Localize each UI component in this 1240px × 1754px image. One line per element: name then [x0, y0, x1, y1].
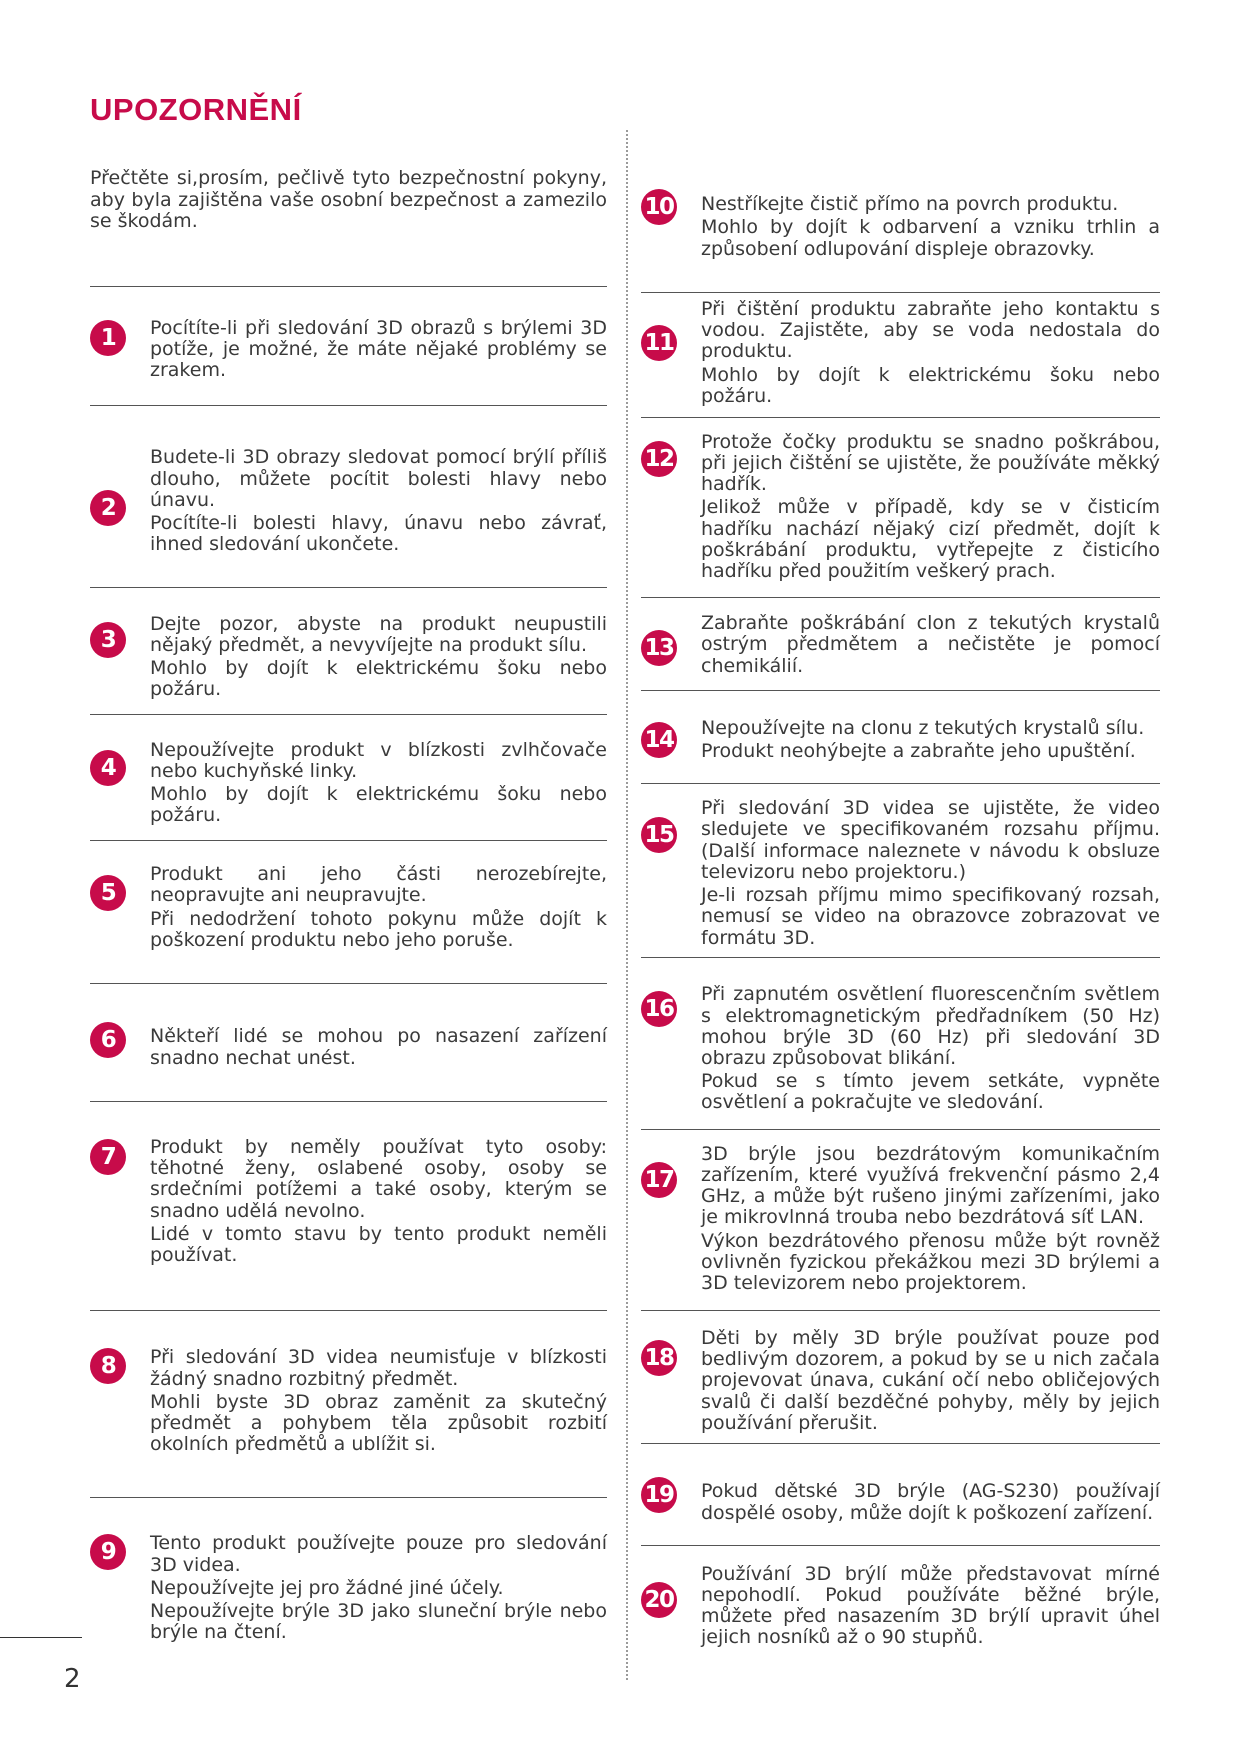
warning-item-7	[90, 1133, 607, 1270]
warning-text	[701, 192, 1160, 262]
warning-number-badge: 20	[641, 1582, 677, 1618]
warning-item-13	[641, 612, 1160, 678]
warning-number-badge: 8	[90, 1348, 126, 1384]
warning-item-2	[90, 445, 607, 558]
warning-item-1	[90, 317, 607, 382]
warning-text	[150, 738, 607, 828]
warning-paragraph: Produkt ani jeho části nerozebírejte, neopravujte ani neupravujte.	[150, 863, 607, 907]
warning-item-14	[641, 715, 1160, 765]
warning-number-badge: 18	[641, 1340, 677, 1376]
section-divider	[641, 1545, 1160, 1546]
section-divider	[641, 1443, 1160, 1444]
intro-text: Přečtěte si,prosím, pečlivě tyto bezpečnostní pokyny, aby byla zajištěna vaše osobní bezpečnost a zamezilo se škodám.	[90, 167, 607, 233]
warning-number-badge: 16	[641, 991, 677, 1027]
warning-text	[701, 431, 1160, 583]
warning-item-6	[90, 1025, 607, 1070]
warning-text	[701, 1480, 1160, 1525]
warning-paragraph: Je-li rozsah příjmu mimo specifikovaný rozsah, nemusí se video na obrazovce zobrazovat ve formátu 3D.	[701, 884, 1160, 949]
warning-paragraph: Pokud se s tímto jevem setkáte, vypněte osvětlení a pokračujte ve sledování.	[701, 1070, 1160, 1114]
warning-item-16	[641, 983, 1160, 1115]
section-divider	[90, 1101, 607, 1102]
warning-paragraph: Zabraňte poškrábání clon z tekutých krystalů ostrým předmětem a nečistěte je pomocí chemikálií.	[701, 612, 1160, 677]
warning-paragraph: Produkt neohýbejte a zabraňte jeho upuštění.	[701, 740, 1136, 762]
warning-text	[701, 612, 1160, 678]
warning-text	[701, 1560, 1160, 1652]
section-divider	[90, 587, 607, 588]
warning-paragraph: Při sledování 3D videa se ujistěte, že video sledujete ve specifikovaném rozsahu příjmu. (Další informace naleznete v návodu k obsluze televizoru nebo projektoru.)	[701, 797, 1160, 883]
warning-paragraph: Pokud dětské 3D brýle (AG-S230) používají dospělé osoby, může dojít k poškození zařízení.	[701, 1480, 1160, 1524]
warning-paragraph: Nepoužívejte jej pro žádné jiné účely.	[150, 1576, 504, 1599]
warning-text	[701, 298, 1160, 408]
warning-text	[150, 317, 607, 382]
warning-text	[150, 612, 607, 702]
section-divider	[641, 417, 1160, 418]
warning-paragraph: Lidé v tomto stavu by tento produkt neměli používat.	[150, 1222, 607, 1266]
warning-paragraph: Při zapnutém osvětlení fluorescenčním světlem s elektromagnetickým předřadníkem (50 Hz) mohou brýle 3D (60 Hz) při sledování 3D obrazu způsobovat blikání.	[701, 983, 1160, 1069]
warning-paragraph: Výkon bezdrátového přenosu může být rovněž ovlivněn fyzickou překážkou mezi 3D brýlemi a 3D televizorem nebo projektorem.	[701, 1229, 1160, 1294]
warning-paragraph: Nestříkejte čistič přímo na povrch produktu.	[701, 193, 1119, 216]
warning-text	[701, 1325, 1160, 1437]
warning-item-3	[90, 612, 607, 702]
warning-number-badge: 2	[90, 490, 126, 526]
warning-item-19	[641, 1480, 1160, 1525]
warning-number-badge: 15	[641, 817, 677, 853]
section-divider	[641, 1129, 1160, 1130]
warning-paragraph: Protože čočky produktu se snadno poškrábou, při jejich čištění se ujistěte, že používáte měkký hadřík.	[701, 430, 1160, 496]
warning-text	[150, 1133, 607, 1270]
warning-item-11	[641, 298, 1160, 408]
warning-item-5	[90, 865, 607, 950]
warning-paragraph: Pocítíte-li bolesti hlavy, únavu nebo závrať, ihned sledování ukončete.	[150, 512, 607, 556]
warning-paragraph: 3D brýle jsou bezdrátovým komunikačním zařízením, které využívá frekvenční pásmo 2,4 GHz, a může být rušeno jinými zařízeními, jako je mikrovlnná trouba nebo bezdrátová síť LAN.	[701, 1142, 1160, 1229]
section-divider	[90, 714, 607, 715]
warning-paragraph: Mohlo by dojít k elektrickému šoku nebo požáru.	[150, 657, 607, 701]
warning-paragraph: Nepoužívejte brýle 3D jako sluneční brýle nebo brýle na čtení.	[150, 1600, 607, 1644]
warning-number-badge: 7	[90, 1139, 126, 1175]
warning-paragraph: Děti by měly 3D brýle používat pouze pod bedlivým dozorem, a pokud by se u nich začala projevovat únava, cukání očí nebo obličejových svalů či další bezděčné pohyby, měly by jejich používání přerušit.	[701, 1326, 1160, 1434]
warning-number-badge: 19	[641, 1477, 677, 1513]
section-divider	[641, 957, 1160, 958]
warning-text	[150, 1343, 607, 1460]
section-divider	[90, 1310, 607, 1311]
warning-number-badge: 6	[90, 1022, 126, 1058]
column-divider	[626, 130, 628, 1680]
warning-text	[701, 983, 1160, 1115]
warning-number-badge: 17	[641, 1162, 677, 1198]
section-divider	[90, 286, 607, 287]
warning-number-badge: 11	[641, 325, 677, 361]
warning-number-badge: 12	[641, 441, 677, 477]
warning-item-4	[90, 738, 607, 828]
warning-number-badge: 9	[90, 1534, 126, 1570]
warning-item-9	[90, 1530, 607, 1647]
warning-text	[150, 865, 607, 950]
section-divider	[641, 292, 1160, 293]
warning-paragraph: Tento produkt používejte pouze pro sledování 3D videa.	[150, 1532, 607, 1576]
warning-number-badge: 13	[641, 630, 677, 666]
warning-text	[150, 1025, 607, 1070]
warning-text	[701, 715, 1160, 765]
warning-number-badge: 10	[641, 189, 677, 225]
warning-item-18	[641, 1325, 1160, 1437]
section-divider	[641, 597, 1160, 598]
section-divider	[90, 983, 607, 984]
warning-number-badge: 14	[641, 722, 677, 758]
warning-item-10	[641, 192, 1160, 262]
warning-paragraph: Mohli byste 3D obraz zaměnit za skutečný předmět a pohybem těla způsobit rozbití okolních předmětů a ublížit si.	[150, 1390, 607, 1456]
warning-text	[701, 797, 1160, 950]
warning-paragraph: Někteří lidé se mohou po nasazení zařízení snadno nechat unést.	[150, 1025, 607, 1069]
warning-item-17	[641, 1141, 1160, 1297]
section-divider	[90, 1497, 607, 1498]
warning-item-12	[641, 431, 1160, 583]
warning-paragraph: Při čištění produktu zabraňte jeho kontaktu s vodou. Zajistěte, aby se voda nedostala do produktu.	[701, 297, 1160, 363]
section-divider	[641, 783, 1160, 784]
warning-paragraph: Nepoužívejte na clonu z tekutých krystalů sílu.	[701, 716, 1145, 739]
warning-paragraph: Mohlo by dojít k elektrickému šoku nebo požáru.	[701, 363, 1160, 407]
warning-paragraph: Mohlo by dojít k elektrickému šoku nebo požáru.	[150, 783, 607, 827]
warning-paragraph: Jelikož může v případě, kdy se v čisticím hadříku nachází nějaký cizí předmět, dojít k poškrábání produktu, vytřepejte z čisticího hadříku před použitím veškerý prach.	[701, 496, 1160, 582]
warning-paragraph: Produkt by neměly používat tyto osoby: těhotné ženy, oslabené osoby, osoby se srdečními potížemi a také osoby, kterým se snadno udělá nevolno.	[150, 1135, 607, 1222]
warning-number-badge: 3	[90, 622, 126, 658]
warning-item-20	[641, 1560, 1160, 1652]
warning-paragraph: Nepoužívejte produkt v blízkosti zvlhčovače nebo kuchyňské linky.	[150, 738, 607, 782]
page-title: UPOZORNĚNÍ	[90, 92, 302, 127]
warning-item-15	[641, 797, 1160, 950]
warning-paragraph: Dejte pozor, abyste na produkt neupustili nějaký předmět, a nevyvíjejte na produkt sílu.	[150, 612, 607, 656]
page-number: 2	[64, 1664, 81, 1694]
warning-item-8	[90, 1343, 607, 1460]
warning-paragraph: Při sledování 3D videa neumisťuje v blízkosti žádný snadno rozbitný předmět.	[150, 1346, 607, 1390]
warning-text	[150, 1530, 607, 1647]
warning-text	[701, 1141, 1160, 1297]
warning-number-badge: 1	[90, 320, 126, 356]
warning-number-badge: 5	[90, 875, 126, 911]
section-divider	[90, 405, 607, 406]
warning-paragraph: Pocítíte-li při sledování 3D obrazů s brýlemi 3D potíže, je možné, že máte nějaké problémy se zrakem.	[150, 316, 607, 382]
section-divider	[641, 690, 1160, 691]
warning-paragraph: Používání 3D brýlí může představovat mírné nepohodlí. Pokud používáte běžné brýle, můžete před nasazením 3D brýlí upravit úhel jejich nosníků až o 90 stupňů.	[701, 1562, 1160, 1649]
warning-paragraph: Mohlo by dojít k odbarvení a vzniku trhlin a způsobení odlupování displeje obrazovky.	[701, 216, 1160, 260]
section-divider	[90, 840, 607, 841]
warning-number-badge: 4	[90, 750, 126, 786]
warning-paragraph: Při nedodržení tohoto pokynu může dojít k poškození produktu nebo jeho poruše.	[150, 907, 607, 951]
warning-text	[150, 445, 607, 558]
footer-rule	[0, 1637, 82, 1638]
section-divider	[641, 1310, 1160, 1311]
warning-paragraph: Budete-li 3D obrazy sledovat pomocí brýlí příliš dlouho, můžete pocítit bolesti hlavy nebo únavu.	[150, 446, 607, 511]
